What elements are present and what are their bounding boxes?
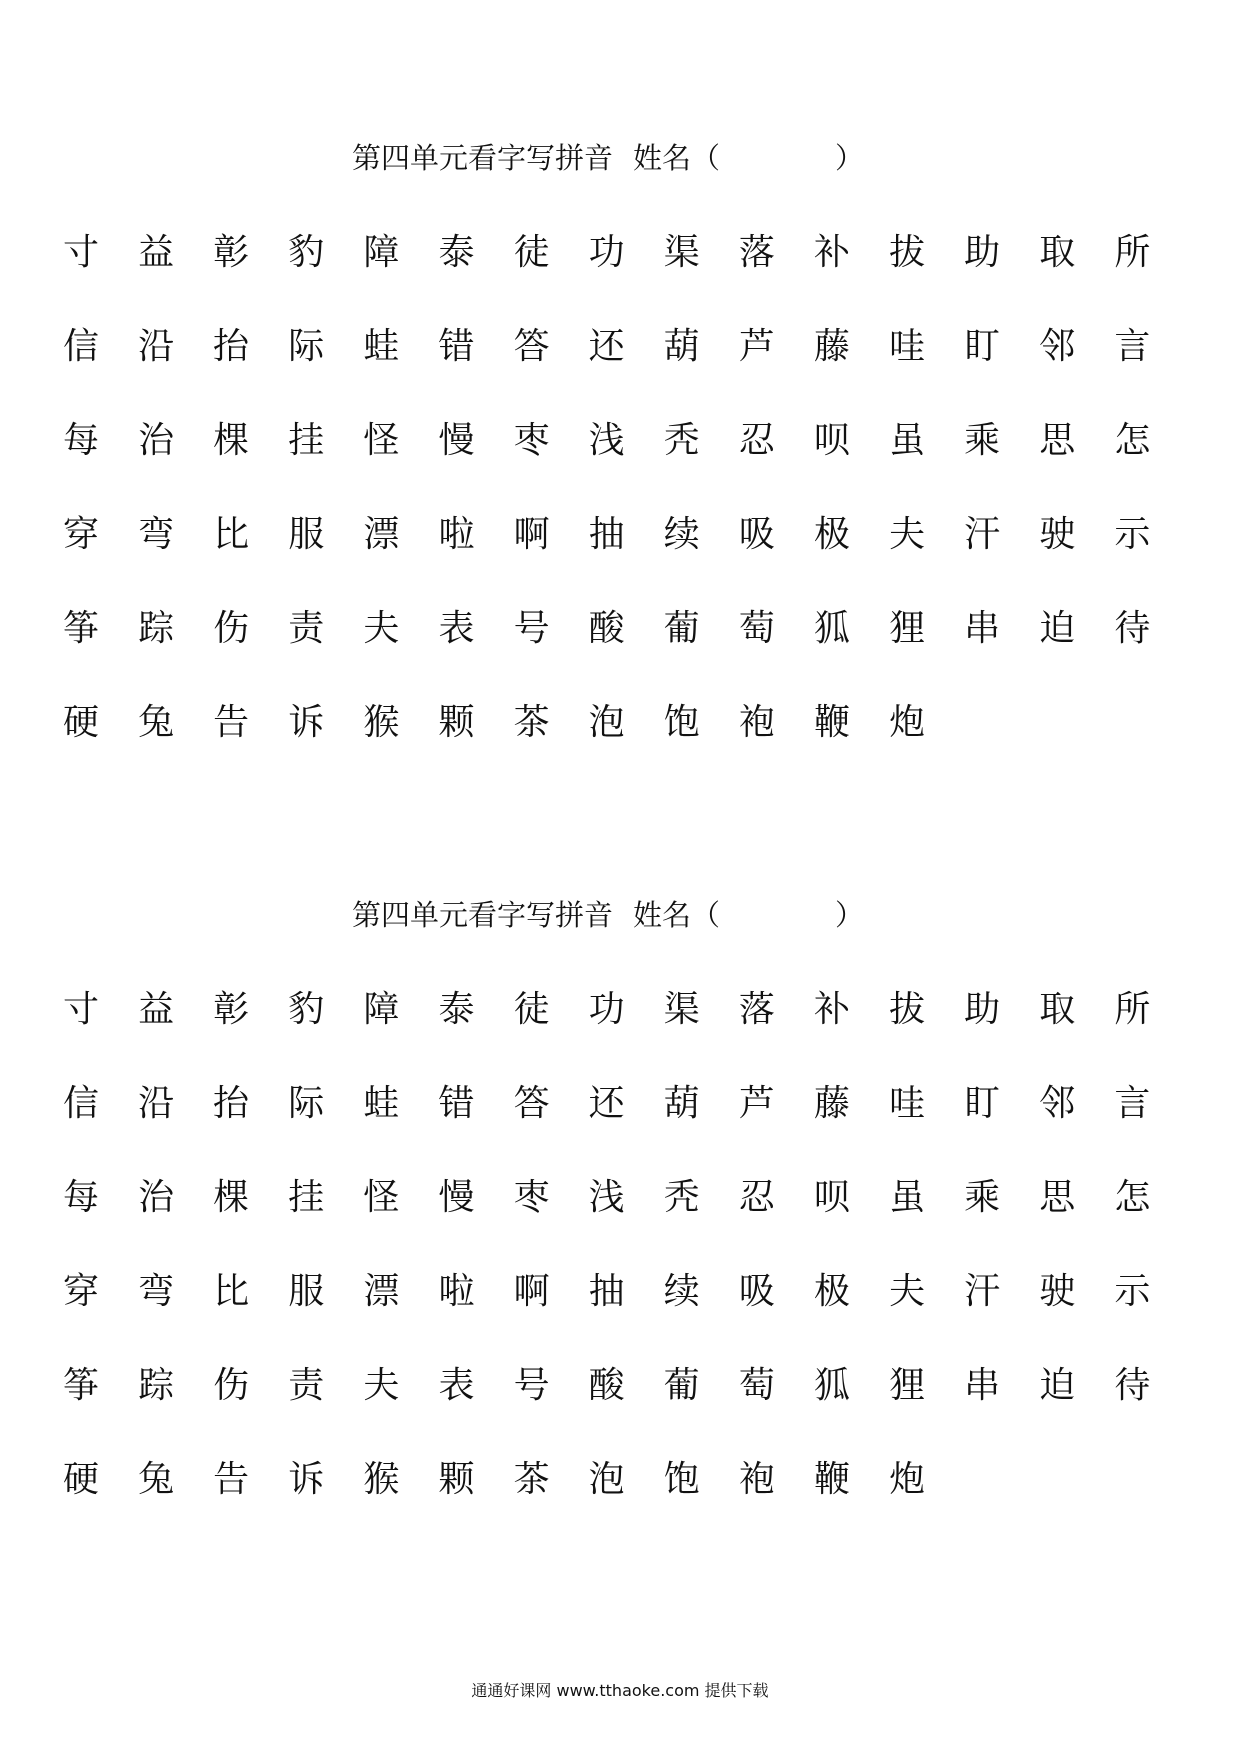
character-cell: 落 xyxy=(738,989,775,1030)
character-cell: 益 xyxy=(138,232,175,273)
character-cell: 续 xyxy=(663,514,700,555)
character-row xyxy=(56,985,1196,1079)
name-close-paren: ） xyxy=(835,141,865,175)
character-cell: 葫 xyxy=(663,326,700,367)
character-cell: 漂 xyxy=(363,514,400,555)
character-cell: 沿 xyxy=(138,1083,175,1124)
character-cell: 驶 xyxy=(1039,514,1076,555)
character-cell: 泰 xyxy=(438,232,475,273)
character-cell: 助 xyxy=(964,989,1001,1030)
character-cell: 答 xyxy=(513,1083,550,1124)
character-cell: 漂 xyxy=(363,1271,400,1312)
character-cell: 抬 xyxy=(213,326,250,367)
title-text: 第四单元看字写拼音 xyxy=(352,141,614,175)
character-grid xyxy=(56,228,1196,792)
character-cell: 号 xyxy=(513,608,550,649)
character-cell: 弯 xyxy=(138,514,175,555)
character-cell: 还 xyxy=(588,326,625,367)
character-cell: 错 xyxy=(438,326,475,367)
character-cell: 慢 xyxy=(438,420,475,461)
character-cell: 泡 xyxy=(588,1459,625,1500)
character-cell: 啊 xyxy=(513,1271,550,1312)
character-cell: 啦 xyxy=(438,514,475,555)
character-cell: 酸 xyxy=(588,608,625,649)
character-cell: 取 xyxy=(1039,232,1076,273)
character-row xyxy=(56,1361,1196,1455)
character-cell: 萄 xyxy=(738,1365,775,1406)
character-cell: 所 xyxy=(1114,232,1151,273)
character-cell: 哇 xyxy=(889,326,926,367)
character-cell: 寸 xyxy=(62,232,99,273)
character-cell: 穿 xyxy=(62,514,99,555)
character-cell: 穿 xyxy=(62,1271,99,1312)
character-cell: 待 xyxy=(1114,608,1151,649)
character-cell: 落 xyxy=(738,232,775,273)
character-cell: 所 xyxy=(1114,989,1151,1030)
character-cell: 盯 xyxy=(964,1083,1001,1124)
character-cell: 藤 xyxy=(813,326,850,367)
character-cell: 泰 xyxy=(438,989,475,1030)
character-cell: 芦 xyxy=(738,326,775,367)
character-grid xyxy=(56,985,1196,1549)
character-cell: 弯 xyxy=(138,1271,175,1312)
character-cell: 鞭 xyxy=(813,702,850,743)
character-row xyxy=(56,510,1196,604)
character-cell: 驶 xyxy=(1039,1271,1076,1312)
character-cell: 筝 xyxy=(62,1365,99,1406)
character-cell: 怪 xyxy=(363,1177,400,1218)
character-cell: 信 xyxy=(62,326,99,367)
character-cell: 徒 xyxy=(513,989,550,1030)
character-cell: 取 xyxy=(1039,989,1076,1030)
character-row xyxy=(56,1267,1196,1361)
character-cell: 抽 xyxy=(588,514,625,555)
character-cell: 葡 xyxy=(663,1365,700,1406)
character-cell: 硬 xyxy=(62,702,99,743)
character-cell: 每 xyxy=(62,420,99,461)
character-cell: 夫 xyxy=(889,514,926,555)
character-row xyxy=(56,1079,1196,1173)
character-cell: 蛙 xyxy=(363,1083,400,1124)
character-cell: 抬 xyxy=(213,1083,250,1124)
character-cell: 豹 xyxy=(288,232,325,273)
character-cell: 狐 xyxy=(813,608,850,649)
character-cell: 虽 xyxy=(889,420,926,461)
character-cell: 补 xyxy=(813,989,850,1030)
character-cell: 拔 xyxy=(889,989,926,1030)
character-cell: 忍 xyxy=(738,420,775,461)
character-cell: 炮 xyxy=(889,1459,926,1500)
character-cell: 告 xyxy=(213,1459,250,1500)
character-cell: 怎 xyxy=(1114,420,1151,461)
character-cell: 盯 xyxy=(964,326,1001,367)
character-cell: 益 xyxy=(138,989,175,1030)
character-cell: 障 xyxy=(363,989,400,1030)
character-cell: 袍 xyxy=(738,1459,775,1500)
character-cell: 渠 xyxy=(663,989,700,1030)
character-cell: 忍 xyxy=(738,1177,775,1218)
character-cell: 狸 xyxy=(889,1365,926,1406)
character-cell: 徒 xyxy=(513,232,550,273)
character-cell: 踪 xyxy=(138,608,175,649)
character-cell: 硬 xyxy=(62,1459,99,1500)
character-cell: 啦 xyxy=(438,1271,475,1312)
character-cell: 障 xyxy=(363,232,400,273)
character-cell: 服 xyxy=(288,514,325,555)
character-row xyxy=(56,228,1196,322)
character-cell: 夫 xyxy=(363,1365,400,1406)
character-cell: 踪 xyxy=(138,1365,175,1406)
character-cell: 伤 xyxy=(213,608,250,649)
character-cell: 狐 xyxy=(813,1365,850,1406)
character-cell: 错 xyxy=(438,1083,475,1124)
character-cell: 饱 xyxy=(663,702,700,743)
character-cell: 际 xyxy=(288,326,325,367)
character-cell: 啊 xyxy=(513,514,550,555)
character-cell: 浅 xyxy=(588,420,625,461)
character-cell: 思 xyxy=(1039,1177,1076,1218)
character-cell: 示 xyxy=(1114,514,1151,555)
character-cell: 比 xyxy=(213,514,250,555)
character-cell: 诉 xyxy=(288,702,325,743)
character-cell: 彰 xyxy=(213,989,250,1030)
character-cell: 颗 xyxy=(438,1459,475,1500)
name-label: 姓名（ xyxy=(633,898,721,932)
character-cell: 猴 xyxy=(363,1459,400,1500)
character-cell: 挂 xyxy=(288,420,325,461)
character-cell: 乘 xyxy=(964,1177,1001,1218)
character-cell: 拔 xyxy=(889,232,926,273)
character-cell: 怪 xyxy=(363,420,400,461)
character-cell: 续 xyxy=(663,1271,700,1312)
character-cell: 责 xyxy=(288,608,325,649)
character-cell: 迫 xyxy=(1039,1365,1076,1406)
character-cell: 治 xyxy=(138,1177,175,1218)
character-cell: 秃 xyxy=(663,1177,700,1218)
character-cell: 服 xyxy=(288,1271,325,1312)
character-cell: 炮 xyxy=(889,702,926,743)
character-cell: 兔 xyxy=(138,702,175,743)
character-cell: 狸 xyxy=(889,608,926,649)
footer-credit: 通通好课网 www.tthaoke.com 提供下载 xyxy=(471,1681,769,1700)
character-row xyxy=(56,604,1196,698)
character-cell: 乘 xyxy=(964,420,1001,461)
character-cell: 藤 xyxy=(813,1083,850,1124)
character-cell: 比 xyxy=(213,1271,250,1312)
character-cell: 挂 xyxy=(288,1177,325,1218)
character-cell: 助 xyxy=(964,232,1001,273)
character-cell: 豹 xyxy=(288,989,325,1030)
character-cell: 言 xyxy=(1114,326,1151,367)
character-cell: 表 xyxy=(438,1365,475,1406)
character-cell: 责 xyxy=(288,1365,325,1406)
character-cell: 诉 xyxy=(288,1459,325,1500)
character-cell: 浅 xyxy=(588,1177,625,1218)
name-label: 姓名（ xyxy=(633,141,721,175)
character-cell: 泡 xyxy=(588,702,625,743)
character-row xyxy=(56,322,1196,416)
character-cell: 兔 xyxy=(138,1459,175,1500)
character-cell: 夫 xyxy=(889,1271,926,1312)
character-cell: 哇 xyxy=(889,1083,926,1124)
character-cell: 待 xyxy=(1114,1365,1151,1406)
name-close-paren: ） xyxy=(835,898,865,932)
character-cell: 袍 xyxy=(738,702,775,743)
character-cell: 筝 xyxy=(62,608,99,649)
character-cell: 治 xyxy=(138,420,175,461)
character-cell: 彰 xyxy=(213,232,250,273)
character-cell: 示 xyxy=(1114,1271,1151,1312)
character-cell: 蛙 xyxy=(363,326,400,367)
character-cell: 极 xyxy=(813,1271,850,1312)
character-cell: 迫 xyxy=(1039,608,1076,649)
character-cell: 渠 xyxy=(663,232,700,273)
worksheet-title xyxy=(352,138,864,178)
character-cell: 酸 xyxy=(588,1365,625,1406)
character-cell: 思 xyxy=(1039,420,1076,461)
character-cell: 极 xyxy=(813,514,850,555)
character-cell: 答 xyxy=(513,326,550,367)
character-cell: 还 xyxy=(588,1083,625,1124)
character-cell: 汗 xyxy=(964,1271,1001,1312)
character-cell: 慢 xyxy=(438,1177,475,1218)
character-cell: 枣 xyxy=(513,420,550,461)
character-cell: 怎 xyxy=(1114,1177,1151,1218)
character-cell: 饱 xyxy=(663,1459,700,1500)
character-cell: 秃 xyxy=(663,420,700,461)
character-cell: 萄 xyxy=(738,608,775,649)
character-cell: 葫 xyxy=(663,1083,700,1124)
character-cell: 补 xyxy=(813,232,850,273)
character-cell: 颗 xyxy=(438,702,475,743)
character-cell: 夫 xyxy=(363,608,400,649)
character-cell: 猴 xyxy=(363,702,400,743)
character-cell: 汗 xyxy=(964,514,1001,555)
character-cell: 茶 xyxy=(513,702,550,743)
character-cell: 告 xyxy=(213,702,250,743)
character-cell: 寸 xyxy=(62,989,99,1030)
character-cell: 际 xyxy=(288,1083,325,1124)
character-cell: 呗 xyxy=(813,420,850,461)
character-cell: 号 xyxy=(513,1365,550,1406)
character-cell: 虽 xyxy=(889,1177,926,1218)
character-cell: 枣 xyxy=(513,1177,550,1218)
character-cell: 邻 xyxy=(1039,1083,1076,1124)
character-cell: 茶 xyxy=(513,1459,550,1500)
character-cell: 功 xyxy=(588,989,625,1030)
character-row xyxy=(56,416,1196,510)
character-cell: 芦 xyxy=(738,1083,775,1124)
character-cell: 串 xyxy=(964,608,1001,649)
character-cell: 串 xyxy=(964,1365,1001,1406)
character-row xyxy=(56,1173,1196,1267)
character-cell: 功 xyxy=(588,232,625,273)
character-cell: 邻 xyxy=(1039,326,1076,367)
character-cell: 表 xyxy=(438,608,475,649)
character-cell: 言 xyxy=(1114,1083,1151,1124)
character-cell: 葡 xyxy=(663,608,700,649)
character-cell: 每 xyxy=(62,1177,99,1218)
character-cell: 吸 xyxy=(738,514,775,555)
character-cell: 信 xyxy=(62,1083,99,1124)
character-cell: 棵 xyxy=(213,420,250,461)
character-cell: 沿 xyxy=(138,326,175,367)
character-cell: 吸 xyxy=(738,1271,775,1312)
title-text: 第四单元看字写拼音 xyxy=(352,898,614,932)
character-cell: 鞭 xyxy=(813,1459,850,1500)
character-row xyxy=(56,698,1196,792)
character-cell: 棵 xyxy=(213,1177,250,1218)
character-cell: 抽 xyxy=(588,1271,625,1312)
character-cell: 呗 xyxy=(813,1177,850,1218)
worksheet-title xyxy=(352,895,864,935)
character-cell: 伤 xyxy=(213,1365,250,1406)
character-row xyxy=(56,1455,1196,1549)
